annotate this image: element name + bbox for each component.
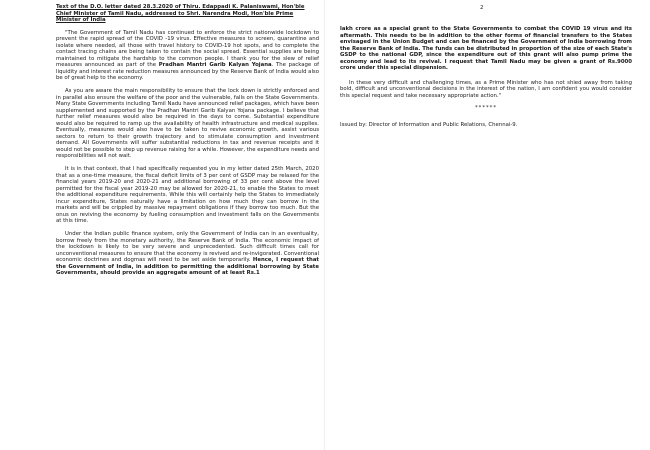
closing-paragraph: In these very difficult and challenging times, as a Prime Minister who has not shied away from taking bold, difficult and unconventional decisions in the interest of the nation, I am confident you would consider this special request and take necessary appropriate action." (340, 79, 632, 99)
issued-by-line: Issued by: Director of Information and Public Relations, Chennai-9. (340, 122, 518, 129)
paragraph-2: As you are aware the main responsibility to ensure that the lock down is strictly enforced and in parallel also ensure the welfare of the poor and the vulnerable, falls on the State Governments. Many State Governments including Tamil Nadu have announced relief packages, which have been supplemented and supported by the Pradhan Mantri Garib Kalyan Yojana package. I believe that further relief measures would also be required in the days to come. Substantial expenditure would also be required to ramp up the availability of health infrastructure and medical supplies. Eventually, measures would also have to be taken to revive economic growth, assist various sectors to return to their growth trajectory and to stimulate consumption and investment demand. All Governments will suffer substantial reductions in tax and revenue receipts and it would not be possible to step up revenue raising for a while. However, the expenditure needs and responsibilities will not wait. (56, 88, 319, 160)
letter-page-2 (325, 0, 650, 450)
page-2-column (340, 26, 632, 129)
grant-request-bold: lakh crore as a special grant to the State Governments to combat the COVID 19 virus and its aftermath. This needs to be in addition to the other forms of financial transfers to the States envisaged in the Union Budget and can be financed by the Government of India borrowing from the Reserve Bank of India. The funds can be distributed in proportion of the size of each State's GSDP to the national GDP, since the expenditure out of this grant will also pump prime the economy and lead to its revival. I request that Tamil Nadu may be given a grant of Rs.9000 crore under this special dispension. (340, 26, 632, 72)
page-number: 2 (480, 5, 484, 11)
paragraph-1-start: "The Government of Tamil Nadu has continued to enforce the strict nationwide lockdown to prevent the rapid spread of the COVID -19 virus. Effective measures to screen, quarantine and isolate where needed, all those with travel history to COVID-19 hot spots, and to complete the contact tracing chains are being taken to contain the social spread. Essential supplies are being maintained to mitigate the hardship to the common people. I thank you for the slew of relief measures announced as part of the (56, 29, 319, 69)
paragraph-1-end: . The package of liquidity and interest rate reduction measures announced by the Reserve Bank of India would also be of great help to the economy. (56, 62, 319, 82)
paragraph-1 (56, 30, 319, 82)
scheme-name-bold: Pradhan Mantri Garib Kalyan Yojana (158, 62, 272, 69)
paragraph-3: It is in that context, that I had specifically requested you in my letter dated 25th March, 2020 that as a one-time measure, the fiscal deficit limits of 3 per cent of GSDP may be relaxed for the financial years 2019-20 and 2020-21 and additional borrowing of 33 per cent above the level permitted for the fiscal year 2019-20 may be allowed for 2020-21, to enable the States to meet the additional expenditure requirements. While this will certainly help the States to immediately incur expenditure, States naturally have a limitation on how much they can borrow in the markets and will be crippled by massive repayment obligations if they borrow too much. But the onus on reviving the economy by fueling consumption and investment falls on the Governments at this time. (56, 166, 319, 225)
paragraph-4-start: Under the Indian public finance system, only the Government of India can in an eventuality, borrow freely from the monetary authority, the Reserve Bank of India. The economic impact of the lockdown is likely to be very severe and unprecedented. Such difficult times call for unconventional measures to ensure that the economy is revived and re-invigorated. Conventional economic doctrines and dogmas will need to be set aside temporarily. (56, 230, 319, 264)
page-1-column (56, 4, 319, 283)
letter-heading: Text of the D.O. letter dated 28.3.2020 of Thiru. Edappadi K. Palaniswami, Hon'ble Chief Minister of Tamil Nadu, addressed to Shri. Narendra Modi, Hon'ble Prime Minister of India (56, 4, 305, 24)
separator-stars: ****** (474, 105, 498, 112)
request-bold-text: Hence, I request that the Government of India, in addition to permitting the additional borrowing by State Governments, should provide an aggregate amount of at least Rs.1 (56, 257, 319, 277)
paragraph-4 (56, 231, 319, 277)
